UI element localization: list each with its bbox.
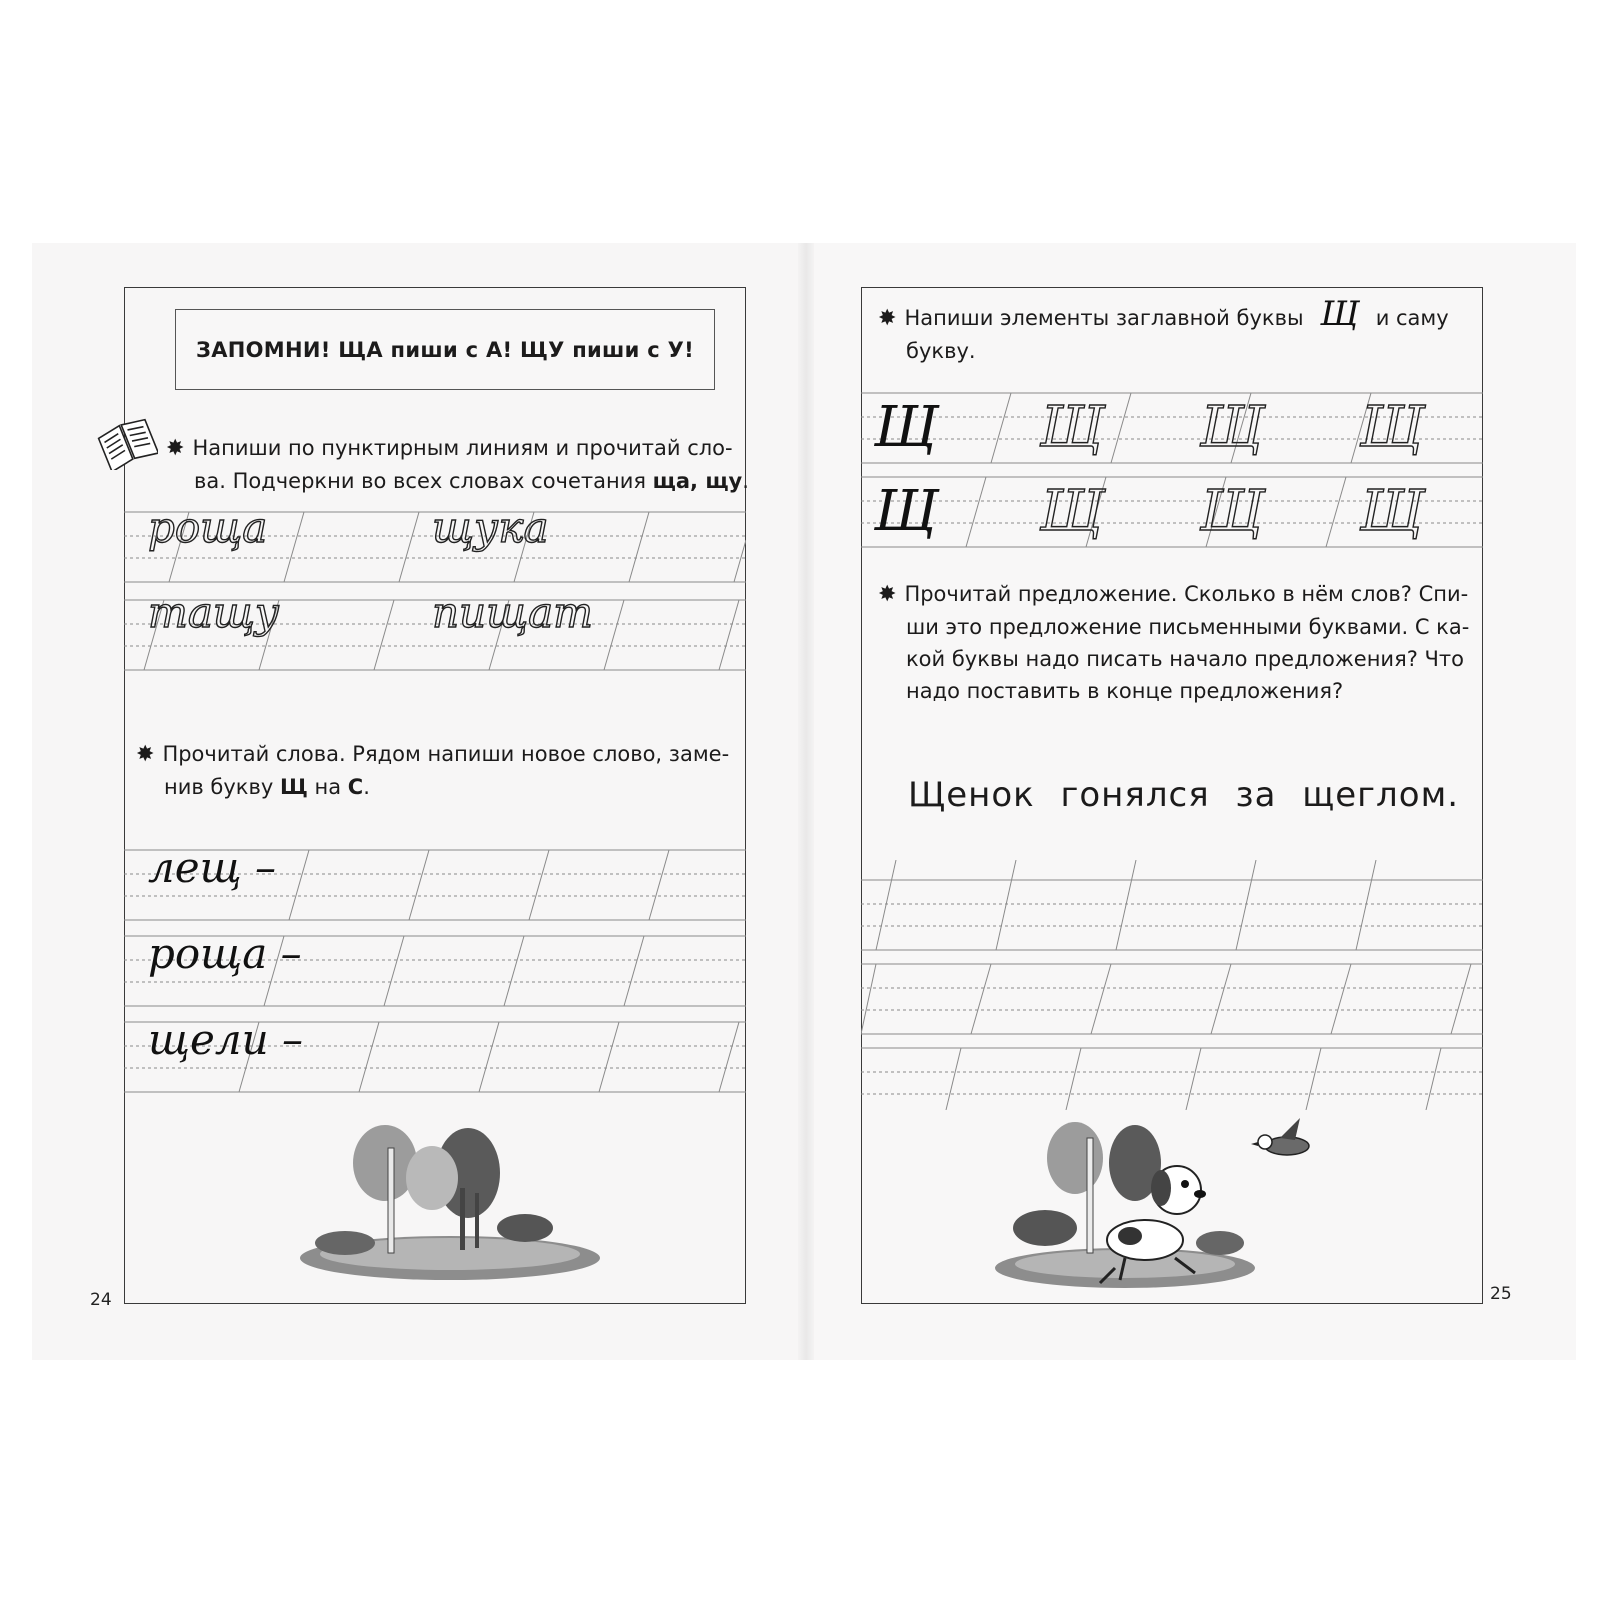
cursive-word-3: щели – bbox=[148, 1015, 304, 1064]
left-task-1-line-1: Напиши по пунктирным линиям и прочитай сло- bbox=[192, 436, 733, 460]
remember-prefix: ЗАПОМНИ! bbox=[195, 337, 331, 362]
cursive-word-1: лещ – bbox=[148, 843, 276, 892]
right-task-2-line-4: надо поставить в конце предложения? bbox=[906, 679, 1344, 703]
dotted-word-1: роща bbox=[148, 503, 268, 552]
left-task-2 bbox=[136, 738, 729, 803]
capital-letter-dotted-1: Щ bbox=[1040, 395, 1104, 460]
left-task-2-end: . bbox=[363, 775, 370, 799]
left-task-1-line-2: ва. Подчеркни во всех словах сочетания bbox=[194, 469, 653, 493]
left-task-1-end: . bbox=[742, 469, 749, 493]
capital-letter-dotted-4: Щ bbox=[1040, 479, 1104, 544]
right-task-2-line-1: Прочитай предложение. Сколько в нём слов? Спи- bbox=[904, 582, 1469, 606]
right-task-1-end: и саму bbox=[1369, 306, 1449, 330]
asterisk-icon: ✸ bbox=[878, 582, 897, 607]
dotted-word-3: тащу bbox=[148, 588, 280, 637]
right-task-1 bbox=[878, 294, 1449, 367]
remember-rule-box bbox=[175, 309, 715, 390]
capital-letter-dotted-2: Щ bbox=[1200, 395, 1264, 460]
right-task-2-line-2: ши это предложение письменными буквами. С ка- bbox=[906, 615, 1470, 639]
capital-letter-dotted-6: Щ bbox=[1360, 479, 1424, 544]
dotted-word-4: пищат bbox=[432, 588, 594, 637]
left-task-2-line-1: Прочитай слова. Рядом напиши новое слово, заме- bbox=[162, 742, 730, 766]
right-task-1-line-2: букву. bbox=[906, 339, 976, 363]
practice-lines-right-2 bbox=[861, 860, 1483, 1110]
left-task-1-combos: ща, щу bbox=[652, 469, 743, 493]
left-task-2-line-2: нив букву bbox=[164, 775, 280, 799]
capital-letter-dotted-5: Щ bbox=[1200, 479, 1264, 544]
goldfinch bbox=[1251, 1118, 1309, 1155]
remember-text: ЩА пиши с А! ЩУ пиши с У! bbox=[338, 337, 695, 362]
right-task-2-line-3: кой буквы надо писать начало предложения? Что bbox=[906, 647, 1465, 671]
cursive-word-2: роща – bbox=[148, 929, 302, 978]
capital-letter-dotted-3: Щ bbox=[1360, 395, 1424, 460]
capital-letter-sample-2: Щ bbox=[874, 479, 938, 544]
right-task-1-line-1: Напиши элементы заглавной буквы bbox=[904, 306, 1311, 330]
capital-letter-sample-1: Щ bbox=[874, 395, 938, 460]
asterisk-icon: ✸ bbox=[136, 742, 155, 767]
birch-landscape-illustration bbox=[300, 1118, 600, 1280]
puppy-and-goldfinch-illustration bbox=[995, 1118, 1335, 1293]
left-task-2-mid: на bbox=[307, 775, 348, 799]
open-book-icon bbox=[96, 414, 158, 470]
printed-sentence: Щенок гонялся за щеглом. bbox=[908, 775, 1460, 815]
cursive-capital-letter: Щ bbox=[1320, 294, 1360, 334]
dotted-word-2: щука bbox=[432, 503, 549, 552]
page-number-left: 24 bbox=[90, 1290, 112, 1310]
right-task-2 bbox=[878, 578, 1469, 707]
page-number-right: 25 bbox=[1490, 1284, 1512, 1304]
letter-to: С bbox=[347, 775, 364, 799]
book-gutter bbox=[798, 243, 814, 1360]
asterisk-icon: ✸ bbox=[166, 436, 185, 461]
asterisk-icon: ✸ bbox=[878, 306, 897, 331]
letter-from: Щ bbox=[279, 775, 308, 799]
left-task-1 bbox=[166, 432, 749, 497]
